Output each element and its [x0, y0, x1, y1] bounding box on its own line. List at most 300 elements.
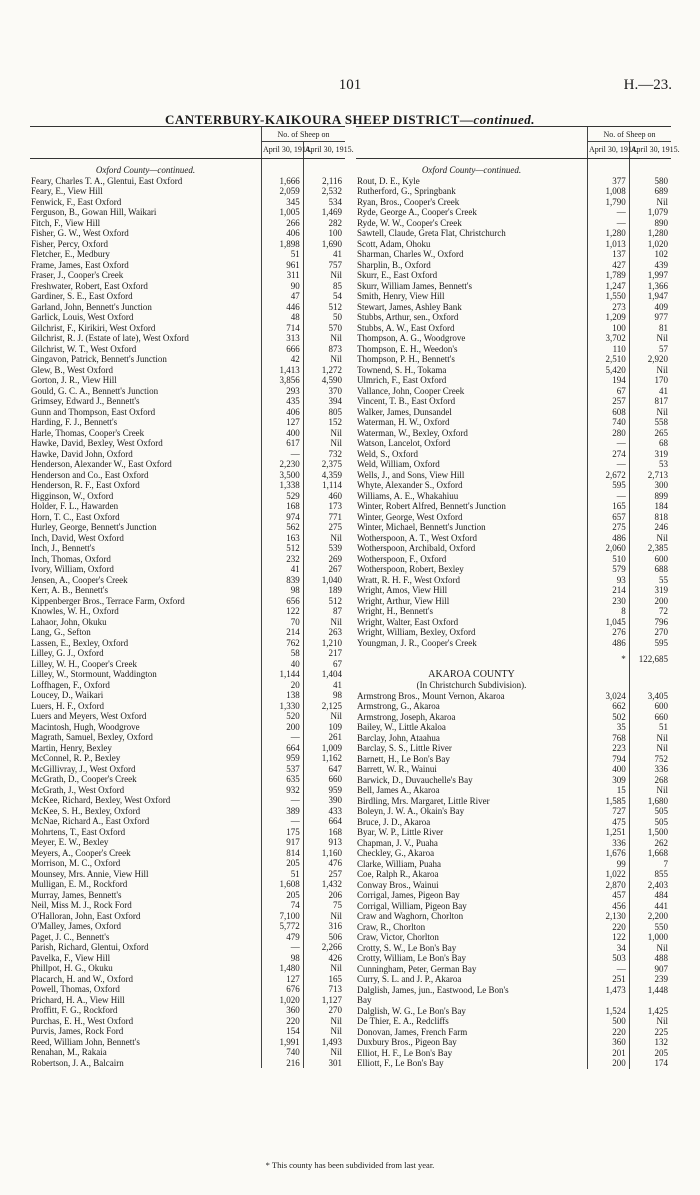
- owner-name: Birdling, Mrs. Margaret, Little River: [357, 795, 490, 806]
- table-row: [356, 827, 671, 838]
- owner-name: Clarke, William, Puaha: [357, 858, 441, 869]
- sheep-1914: 5,772: [262, 921, 304, 932]
- owner-name: Fraser, J., Cooper's Creek: [31, 270, 124, 280]
- sheep-1915: 899: [629, 491, 671, 502]
- owner-name: Frame, James, East Oxford: [31, 259, 129, 270]
- sheep-1914: 273: [588, 302, 630, 313]
- section-heading: Oxford County—continued.: [95, 165, 196, 175]
- table-row: [30, 302, 345, 313]
- sheep-1914: 456: [588, 901, 630, 912]
- document-reference: H.—23.: [623, 77, 672, 93]
- table-row: [30, 585, 345, 596]
- sheep-1915: 1,668: [629, 848, 671, 859]
- sheep-1914: 220: [262, 1016, 304, 1027]
- sheep-1914: 165: [588, 501, 630, 512]
- table-row: [356, 964, 671, 975]
- sheep-1915: 732: [303, 449, 345, 460]
- sheep-1914: 406: [262, 407, 304, 418]
- sheep-1914: 98: [262, 953, 304, 964]
- sheep-1915: 660: [629, 712, 671, 723]
- owner-name: Henderson, R. F., East Oxford: [31, 480, 140, 490]
- owner-name: Wright, H., Bennett's: [357, 606, 433, 616]
- sheep-1914: 7,100: [262, 911, 304, 922]
- table-row: [356, 806, 671, 817]
- sheep-1915: 1,947: [629, 291, 671, 302]
- sheep-1915: Nil: [629, 333, 671, 344]
- owner-name: Lilley, W. H., Cooper's Creek: [31, 658, 138, 669]
- table-row: [30, 879, 345, 890]
- sheep-1914: 100: [588, 323, 630, 334]
- sheep-1915: 2,116: [303, 176, 345, 187]
- table-row: [356, 480, 671, 491]
- owner-name: McGrath, D., Cooper's Creek: [31, 774, 137, 784]
- sheep-1915: 1,680: [629, 796, 671, 807]
- sheep-1915: Nil: [303, 617, 345, 628]
- owner-name: Corrigal, James, Pigeon Bay: [357, 890, 460, 900]
- table-row: [30, 533, 345, 544]
- owner-name: Curry, S. L. and J. P., Akaroa: [357, 974, 462, 984]
- sheep-1915: Nil: [303, 333, 345, 344]
- table-row: [30, 291, 345, 302]
- sheep-1915: 1,690: [303, 239, 345, 250]
- sheep-1914: —: [588, 438, 630, 449]
- sheep-1915: 1,162: [303, 753, 345, 764]
- column-header-1914: April 30, 1914.: [588, 142, 630, 159]
- owner-name: Gardiner, S. E., East Oxford: [31, 291, 133, 301]
- table-row: [356, 617, 671, 628]
- sheep-1915: Nil: [629, 533, 671, 544]
- table-row: [356, 848, 671, 859]
- owner-name: Neil, Miss M. J., Rock Ford: [31, 900, 132, 910]
- owner-name: Craw and Waghorn, Chorlton: [357, 911, 464, 921]
- sheep-1915: 805: [303, 407, 345, 418]
- owner-name: Wotherspoon, A. T., West Oxford: [357, 532, 478, 543]
- table-row: [356, 491, 671, 502]
- sheep-1915: 1,127: [303, 995, 345, 1006]
- sheep-1915: 660: [303, 774, 345, 785]
- owner-name: Ferguson, B., Gowan Hill, Waikari: [31, 207, 157, 217]
- sheep-1914: 93: [588, 575, 630, 586]
- sheep-1914: 201: [588, 1048, 630, 1059]
- sheep-1915: 257: [303, 869, 345, 880]
- owner-name: Hawke, David John, Oxford: [31, 448, 133, 459]
- owner-name: Purchas, E. H., West Oxford: [31, 1015, 134, 1026]
- sheep-1915: 505: [629, 817, 671, 828]
- footnote: * This county has been subdivided from last year.: [265, 1160, 435, 1170]
- sheep-1914: 232: [262, 554, 304, 565]
- owner-name: Prichard, H. A., View Hill: [31, 994, 125, 1005]
- sheep-1914: 360: [262, 1005, 304, 1016]
- table-row: [30, 743, 345, 754]
- sheep-1914: 230: [588, 596, 630, 607]
- sheep-1915: 959: [303, 785, 345, 796]
- sheep-1914: 345: [262, 197, 304, 208]
- sheep-1915: 301: [303, 1058, 345, 1069]
- sheep-1915: 439: [629, 260, 671, 271]
- sheep-1915: Nil: [303, 270, 345, 281]
- sheep-1914: 2,510: [588, 354, 630, 365]
- table-row: [356, 943, 671, 954]
- table-row: [30, 480, 345, 491]
- sheep-1914: 122: [262, 606, 304, 617]
- sheep-1914: 1,413: [262, 365, 304, 376]
- sheep-1914: 1,898: [262, 239, 304, 250]
- sheep-1915: 409: [629, 302, 671, 313]
- owner-name: Knowles, W. H., Oxford: [31, 606, 119, 616]
- sheep-1915: Nil: [303, 354, 345, 365]
- sheep-1914: 959: [262, 753, 304, 764]
- sheep-1914: 1,280: [588, 228, 630, 239]
- sheep-1915: 688: [629, 564, 671, 575]
- sheep-1914: 762: [262, 638, 304, 649]
- sheep-1915: Nil: [303, 711, 345, 722]
- title-continued: continued.: [473, 112, 536, 127]
- sheep-1915: 205: [629, 1048, 671, 1059]
- sheep-1914: 1,144: [262, 669, 304, 680]
- sheep-1914: 529: [262, 491, 304, 502]
- table-row: [356, 260, 671, 271]
- owner-name: Waterman, H. W., Oxford: [357, 417, 450, 427]
- owner-name: Inch, J., Bennett's: [31, 543, 95, 553]
- sheep-1914: 175: [262, 827, 304, 838]
- owner-name: Henderson and Co., East Oxford: [31, 469, 149, 480]
- sheep-1914: 220: [588, 1027, 630, 1038]
- sheep-1915: 57: [629, 344, 671, 355]
- owner-name: Glew, B., West Oxford: [31, 364, 114, 375]
- sheep-1914: 768: [588, 733, 630, 744]
- table-row: [30, 995, 345, 1006]
- sheep-1915: 336: [629, 764, 671, 775]
- table-row: [356, 596, 671, 607]
- sheep-1914: 917: [262, 837, 304, 848]
- sheep-1915: 426: [303, 953, 345, 964]
- owner-name: Stubbs, Arthur, sen., Oxford: [357, 312, 459, 322]
- owner-name: Meyer, E. W., Bexley: [31, 837, 109, 847]
- sheep-1915: 1,272: [303, 365, 345, 376]
- owner-name: Chapman, J. V., Puaha: [357, 837, 438, 848]
- sheep-1915: Nil: [629, 733, 671, 744]
- total-1915: 122,685: [629, 648, 671, 665]
- owner-name: Duxbury Bros., Pigeon Bay: [357, 1037, 457, 1047]
- sheep-1914: 3,856: [262, 375, 304, 386]
- owner-name: Kippenberger Bros., Terrace Farm, Oxford: [31, 595, 185, 606]
- sheep-1914: 727: [588, 806, 630, 817]
- sheep-1915: 217: [303, 648, 345, 659]
- table-row: [30, 722, 345, 733]
- sheep-1915: 4,359: [303, 470, 345, 481]
- table-row: [30, 323, 345, 334]
- table-row: [356, 638, 671, 649]
- table-row: [356, 344, 671, 355]
- owner-name: Ivory, William, Oxford: [31, 564, 114, 574]
- owner-name: Horn, T. C., East Oxford: [31, 511, 120, 522]
- sheep-1914: 400: [262, 428, 304, 439]
- owner-name: Loffhagen, F., Oxford: [31, 679, 110, 690]
- owner-name: Wotherspoon, F., Oxford: [357, 553, 447, 564]
- sheep-1914: 666: [262, 344, 304, 355]
- owner-name: Gilchrist, F., Kirikiri, West Oxford: [31, 322, 156, 333]
- owner-name: Conway Bros., Wainui: [357, 879, 439, 890]
- sheep-1915: Nil: [629, 785, 671, 796]
- table-row: [30, 659, 345, 670]
- table-row: [356, 585, 671, 596]
- owner-name: Winter, Michael, Bennett's Junction: [357, 522, 486, 532]
- sheep-1914: —: [588, 218, 630, 229]
- table-row: [30, 932, 345, 943]
- owner-name: Paget, J. C., Bennett's: [31, 931, 110, 942]
- sheep-1914: —: [262, 942, 304, 953]
- sheep-1915: 506: [303, 932, 345, 943]
- table-row: [356, 817, 671, 828]
- sheep-1915: 2,375: [303, 459, 345, 470]
- sheep-1914: 2,672: [588, 470, 630, 481]
- sheep-1915: 319: [629, 585, 671, 596]
- table-row: [30, 396, 345, 407]
- sheep-1914: 617: [262, 438, 304, 449]
- table-row: [30, 1026, 345, 1037]
- sheep-1914: 502: [588, 712, 630, 723]
- table-row: [356, 564, 671, 575]
- owner-name: Fisher, G. W., West Oxford: [31, 228, 129, 238]
- owner-name: Placarch, H. and W., Oxford: [31, 973, 133, 984]
- table-row: [356, 838, 671, 849]
- table-row: [356, 386, 671, 397]
- table-row: [30, 228, 345, 239]
- sheep-1914: 127: [262, 974, 304, 985]
- table-row: [356, 323, 671, 334]
- sheep-1914: 127: [262, 417, 304, 428]
- sheep-1915: 189: [303, 585, 345, 596]
- sheep-1914: 58: [262, 648, 304, 659]
- sheep-1915: 1,280: [629, 228, 671, 239]
- table-row: [30, 239, 345, 250]
- sheep-1914: 500: [588, 1016, 630, 1027]
- sheep-1914: 15: [588, 785, 630, 796]
- sheep-1915: Nil: [629, 943, 671, 954]
- sheep-1914: 740: [588, 417, 630, 428]
- sheep-1914: 200: [262, 722, 304, 733]
- table-row: [356, 302, 671, 313]
- sheep-1914: 163: [262, 533, 304, 544]
- table-row: [356, 733, 671, 744]
- table-row: [30, 354, 345, 365]
- sheep-1914: 257: [588, 396, 630, 407]
- sheep-1914: 214: [588, 585, 630, 596]
- sheep-1915: 913: [303, 837, 345, 848]
- owner-name: Kerr, A. B., Bennett's: [31, 585, 109, 595]
- sheep-1914: 1,008: [588, 186, 630, 197]
- owner-name: Skurr, E., East Oxford: [357, 270, 438, 280]
- table-row: [30, 953, 345, 964]
- sheep-1915: 1,500: [629, 827, 671, 838]
- table-row: [356, 606, 671, 617]
- table-row: [30, 1037, 345, 1048]
- sheep-1915: 1,009: [303, 743, 345, 754]
- table-row: [356, 533, 671, 544]
- sheep-1915: 512: [303, 596, 345, 607]
- owner-name: Elliott, F., Le Bon's Bay: [357, 1058, 444, 1068]
- sheep-1914: 42: [262, 354, 304, 365]
- table-row: [30, 1058, 345, 1069]
- owner-name: Bruce, J. D., Akaroa: [357, 816, 431, 827]
- sheep-1915: 67: [303, 659, 345, 670]
- table-row: [356, 974, 671, 985]
- sheep-1914: 503: [588, 953, 630, 964]
- table-row: [356, 407, 671, 418]
- owner-name: Walker, James, Dunsandel: [357, 406, 452, 417]
- sheep-1915: 7: [629, 859, 671, 870]
- table-row: [356, 859, 671, 870]
- sheep-1914: 275: [588, 522, 630, 533]
- sheep-1915: 977: [629, 312, 671, 323]
- sheep-1915: 170: [629, 375, 671, 386]
- table-row: [356, 417, 671, 428]
- owner-name: Luers, H. F., Oxford: [31, 700, 105, 711]
- table-row: [30, 732, 345, 743]
- sheep-1915: 1,493: [303, 1037, 345, 1048]
- sheep-1915: 102: [629, 249, 671, 260]
- owner-name: De Thier, E. A., Redcliffs: [357, 1016, 449, 1026]
- sheep-1915: 206: [303, 890, 345, 901]
- owner-name: Whyte, Alexander S., Oxford: [357, 480, 463, 490]
- owner-name: Vallance, John, Cooper Creek: [357, 385, 465, 396]
- sheep-1914: 216: [262, 1058, 304, 1069]
- sheep-1915: 319: [629, 449, 671, 460]
- sheep-1915: 1,040: [303, 575, 345, 586]
- table-row: [356, 312, 671, 323]
- sheep-1915: 54: [303, 291, 345, 302]
- sheep-1915: 873: [303, 344, 345, 355]
- sheep-1915: 200: [629, 596, 671, 607]
- table-row: [30, 501, 345, 512]
- table-row: [30, 512, 345, 523]
- sheep-1915: 270: [629, 627, 671, 638]
- table-row: [30, 522, 345, 533]
- sheep-1915: 268: [629, 775, 671, 786]
- sheep-1914: 34: [588, 943, 630, 954]
- table-row: [30, 333, 345, 344]
- table-row: [30, 575, 345, 586]
- left-column: [30, 126, 354, 1068]
- table-row: [30, 816, 345, 827]
- table-row: [30, 186, 345, 197]
- table-row: [356, 691, 671, 702]
- sheep-1914: 168: [262, 501, 304, 512]
- owner-name: Ryan, Bros., Cooper's Creek: [357, 196, 460, 207]
- owner-name: Meyers, A., Cooper's Creek: [31, 847, 131, 858]
- table-row: [30, 176, 345, 187]
- sheep-1915: 168: [303, 827, 345, 838]
- owner-name: Inch, David, West Oxford: [31, 532, 124, 543]
- table-row: [30, 974, 345, 985]
- table-row: [356, 176, 671, 187]
- sheep-1915: 370: [303, 386, 345, 397]
- owner-name: Pavelka, F., View Hill: [31, 952, 111, 963]
- owner-name: Garlick, Louis, West Oxford: [31, 312, 134, 322]
- sheep-1914: 309: [588, 775, 630, 786]
- owner-name: Rutherford, G., Springbank: [357, 186, 456, 196]
- owner-name: Henderson, Alexander W., East Oxford: [31, 459, 172, 469]
- sheep-1915: 316: [303, 921, 345, 932]
- table-row: [356, 764, 671, 775]
- sheep-1914: 266: [262, 218, 304, 229]
- sheep-1915: 2,200: [629, 911, 671, 922]
- table-row: [30, 795, 345, 806]
- owner-name: Winter, Robert Alfred, Bennett's Junction: [357, 501, 506, 511]
- owner-name: Lilley, G. J., Oxford: [31, 648, 104, 658]
- owner-name: O'Halloran, John, East Oxford: [31, 910, 141, 921]
- column-group-header: No. of Sheep on: [262, 127, 346, 142]
- sheep-1915: 550: [629, 922, 671, 933]
- table-row: [30, 638, 345, 649]
- owner-name: McNae, Richard A., East Oxford: [31, 816, 150, 826]
- sheep-1915: 173: [303, 501, 345, 512]
- owner-name: Townend, S. H., Tokama: [357, 364, 447, 375]
- owner-name: Wright, William, Bexley, Oxford: [357, 627, 476, 637]
- sheep-1914: 406: [262, 228, 304, 239]
- sheep-1915: 41: [629, 386, 671, 397]
- table-row: [30, 963, 345, 974]
- sheep-table-right: [356, 126, 680, 1069]
- sheep-1915: 50: [303, 312, 345, 323]
- sheep-1915: 225: [629, 1027, 671, 1038]
- total-1914: *: [588, 648, 630, 665]
- section-subheading: (In Christchurch Subdivision).: [416, 680, 527, 690]
- owner-name: Gilchrist, W. T., West Oxford: [31, 343, 137, 354]
- sheep-1914: 2,060: [588, 543, 630, 554]
- owner-name: Lassen, E., Bexley, Oxford: [31, 637, 129, 648]
- title-main: CANTERBURY-KAIKOURA SHEEP DISTRICT—: [164, 112, 474, 127]
- table-row: [30, 774, 345, 785]
- owner-name: Craw, R., Chorlton: [357, 921, 426, 932]
- sheep-1914: —: [262, 795, 304, 806]
- sheep-1915: 460: [303, 491, 345, 502]
- sheep-1914: 1,676: [588, 848, 630, 859]
- sheep-1914: 35: [588, 722, 630, 733]
- sheep-1914: 1,790: [588, 197, 630, 208]
- sheep-1915: 1,469: [303, 207, 345, 218]
- owner-name: McGrath, J., West Oxford: [31, 784, 125, 795]
- sheep-1914: 435: [262, 396, 304, 407]
- table-row: [356, 1048, 671, 1059]
- sheep-1914: 1,789: [588, 270, 630, 281]
- table-row: [356, 995, 671, 1006]
- owner-name: Martin, Henry, Bexley: [31, 742, 112, 753]
- table-row: [356, 207, 671, 218]
- owner-name: Dalglish, W. G., Le Bon's Bay: [357, 1005, 466, 1016]
- sheep-1914: 2,230: [262, 459, 304, 470]
- table-row: [356, 501, 671, 512]
- sheep-1915: 2,403: [629, 880, 671, 891]
- sheep-1915: 534: [303, 197, 345, 208]
- sheep-1915: 3,405: [629, 691, 671, 702]
- sheep-1915: 689: [629, 186, 671, 197]
- sheep-1915: 394: [303, 396, 345, 407]
- sheep-1915: 165: [303, 974, 345, 985]
- owner-name: Mounsey, Mrs. Annie, View Hill: [31, 868, 149, 879]
- sheep-1915: 87: [303, 606, 345, 617]
- owner-name: Phillpot, H. G., Okuku: [31, 963, 113, 973]
- sheep-1915: 647: [303, 764, 345, 775]
- table-row: [30, 680, 345, 691]
- sheep-1914: 1,251: [588, 827, 630, 838]
- sheep-1915: 85: [303, 281, 345, 292]
- owner-name: Stubbs, A. W., East Oxford: [357, 322, 455, 333]
- table-row: [356, 396, 671, 407]
- sheep-1914: 205: [262, 858, 304, 869]
- sheep-1915: 239: [629, 974, 671, 985]
- sheep-1915: 184: [629, 501, 671, 512]
